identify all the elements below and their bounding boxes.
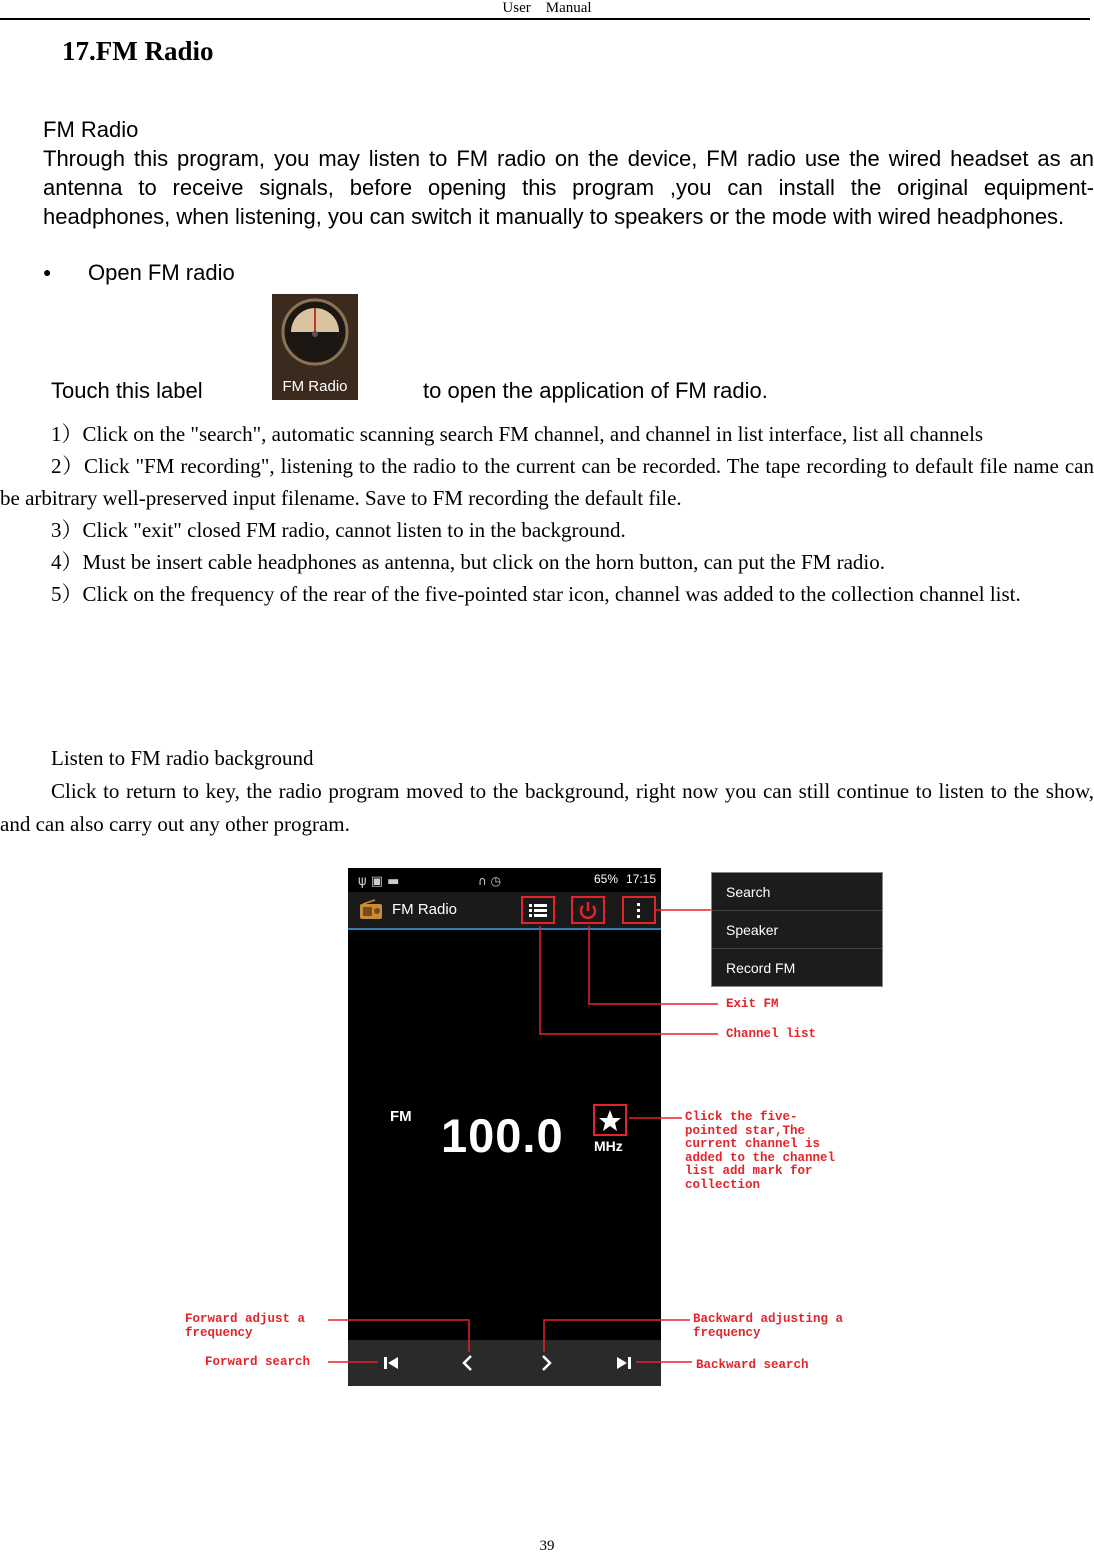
step-item: 2）Click "FM recording", listening to the radio to the current can be recorded. The tape recording to default file name can be arbitrary well-preserved input filename. Save to FM recording the default file. (0, 454, 1094, 510)
running-header: User Manual (502, 0, 592, 16)
intro-heading: FM Radio (43, 117, 139, 142)
app-icon-label: FM Radio (282, 378, 348, 395)
callout-backward-adjust: Backward adjusting a frequency (693, 1312, 844, 1340)
svg-text:∩ ◷: ∩ ◷ (478, 874, 502, 888)
page-number: 39 (539, 1538, 555, 1554)
background-heading: Listen to FM radio background (51, 746, 314, 770)
svg-text:ψ ▣ ▬: ψ ▣ ▬ (358, 874, 400, 889)
section-title: 17.FM Radio (62, 36, 214, 66)
intro-paragraph: Through this program, you may listen to FM radio on the device, FM radio use the wired headset as an antenna to receive signals, before opening this program ,you can install the original equipment-headphones, when listening, you can switch it manually to speakers or the mode with wired headphones. (43, 146, 1094, 229)
menu-item-speaker[interactable]: Speaker (712, 911, 882, 949)
step-item: 3）Click "exit" closed FM radio, cannot listen to in the background. (51, 518, 626, 542)
bullet-text: Open FM radio (88, 260, 235, 285)
step-item: 1）Click on the "search", automatic scanning search FM channel, and channel in list interface, list all channels (51, 422, 984, 446)
callout-forward-adjust: Forward adjust a frequency (185, 1312, 306, 1340)
app-title: FM Radio (392, 901, 458, 918)
callout-channel-list: Channel list (726, 1027, 817, 1041)
step-item: 5）Click on the frequency of the rear of the five-pointed star icon, channel was added to the collection channel list. (51, 582, 1021, 606)
menu-item-search[interactable]: Search (712, 873, 882, 911)
band-label: FM (390, 1108, 412, 1125)
status-time: 17:15 (625, 872, 656, 886)
callout-forward-search: Forward search (205, 1355, 311, 1369)
frequency-unit: MHz (594, 1138, 623, 1154)
step-item: 4）Must be insert cable headphones as antenna, but click on the horn button, can put the FM radio. (51, 550, 885, 574)
background-paragraph: Click to return to key, the radio program moved to the background, right now you can still continue to listen to the show, and can also carry out any other program. (0, 779, 1094, 836)
bullet-dot-icon: ● (43, 264, 52, 280)
callout-backward-search: Backward search (696, 1358, 809, 1372)
touch-label-before: Touch this label (51, 378, 203, 403)
frequency-display: 100.0 (441, 1109, 564, 1162)
touch-label-after: to open the application of FM radio. (423, 378, 768, 403)
callout-star: Click the five- pointed star,The current channel is added to the channel list add mark for collection (685, 1110, 836, 1192)
menu-item-record[interactable]: Record FM (726, 960, 796, 976)
battery-percent: 65% (593, 872, 618, 886)
callout-exit: Exit FM (726, 997, 779, 1011)
